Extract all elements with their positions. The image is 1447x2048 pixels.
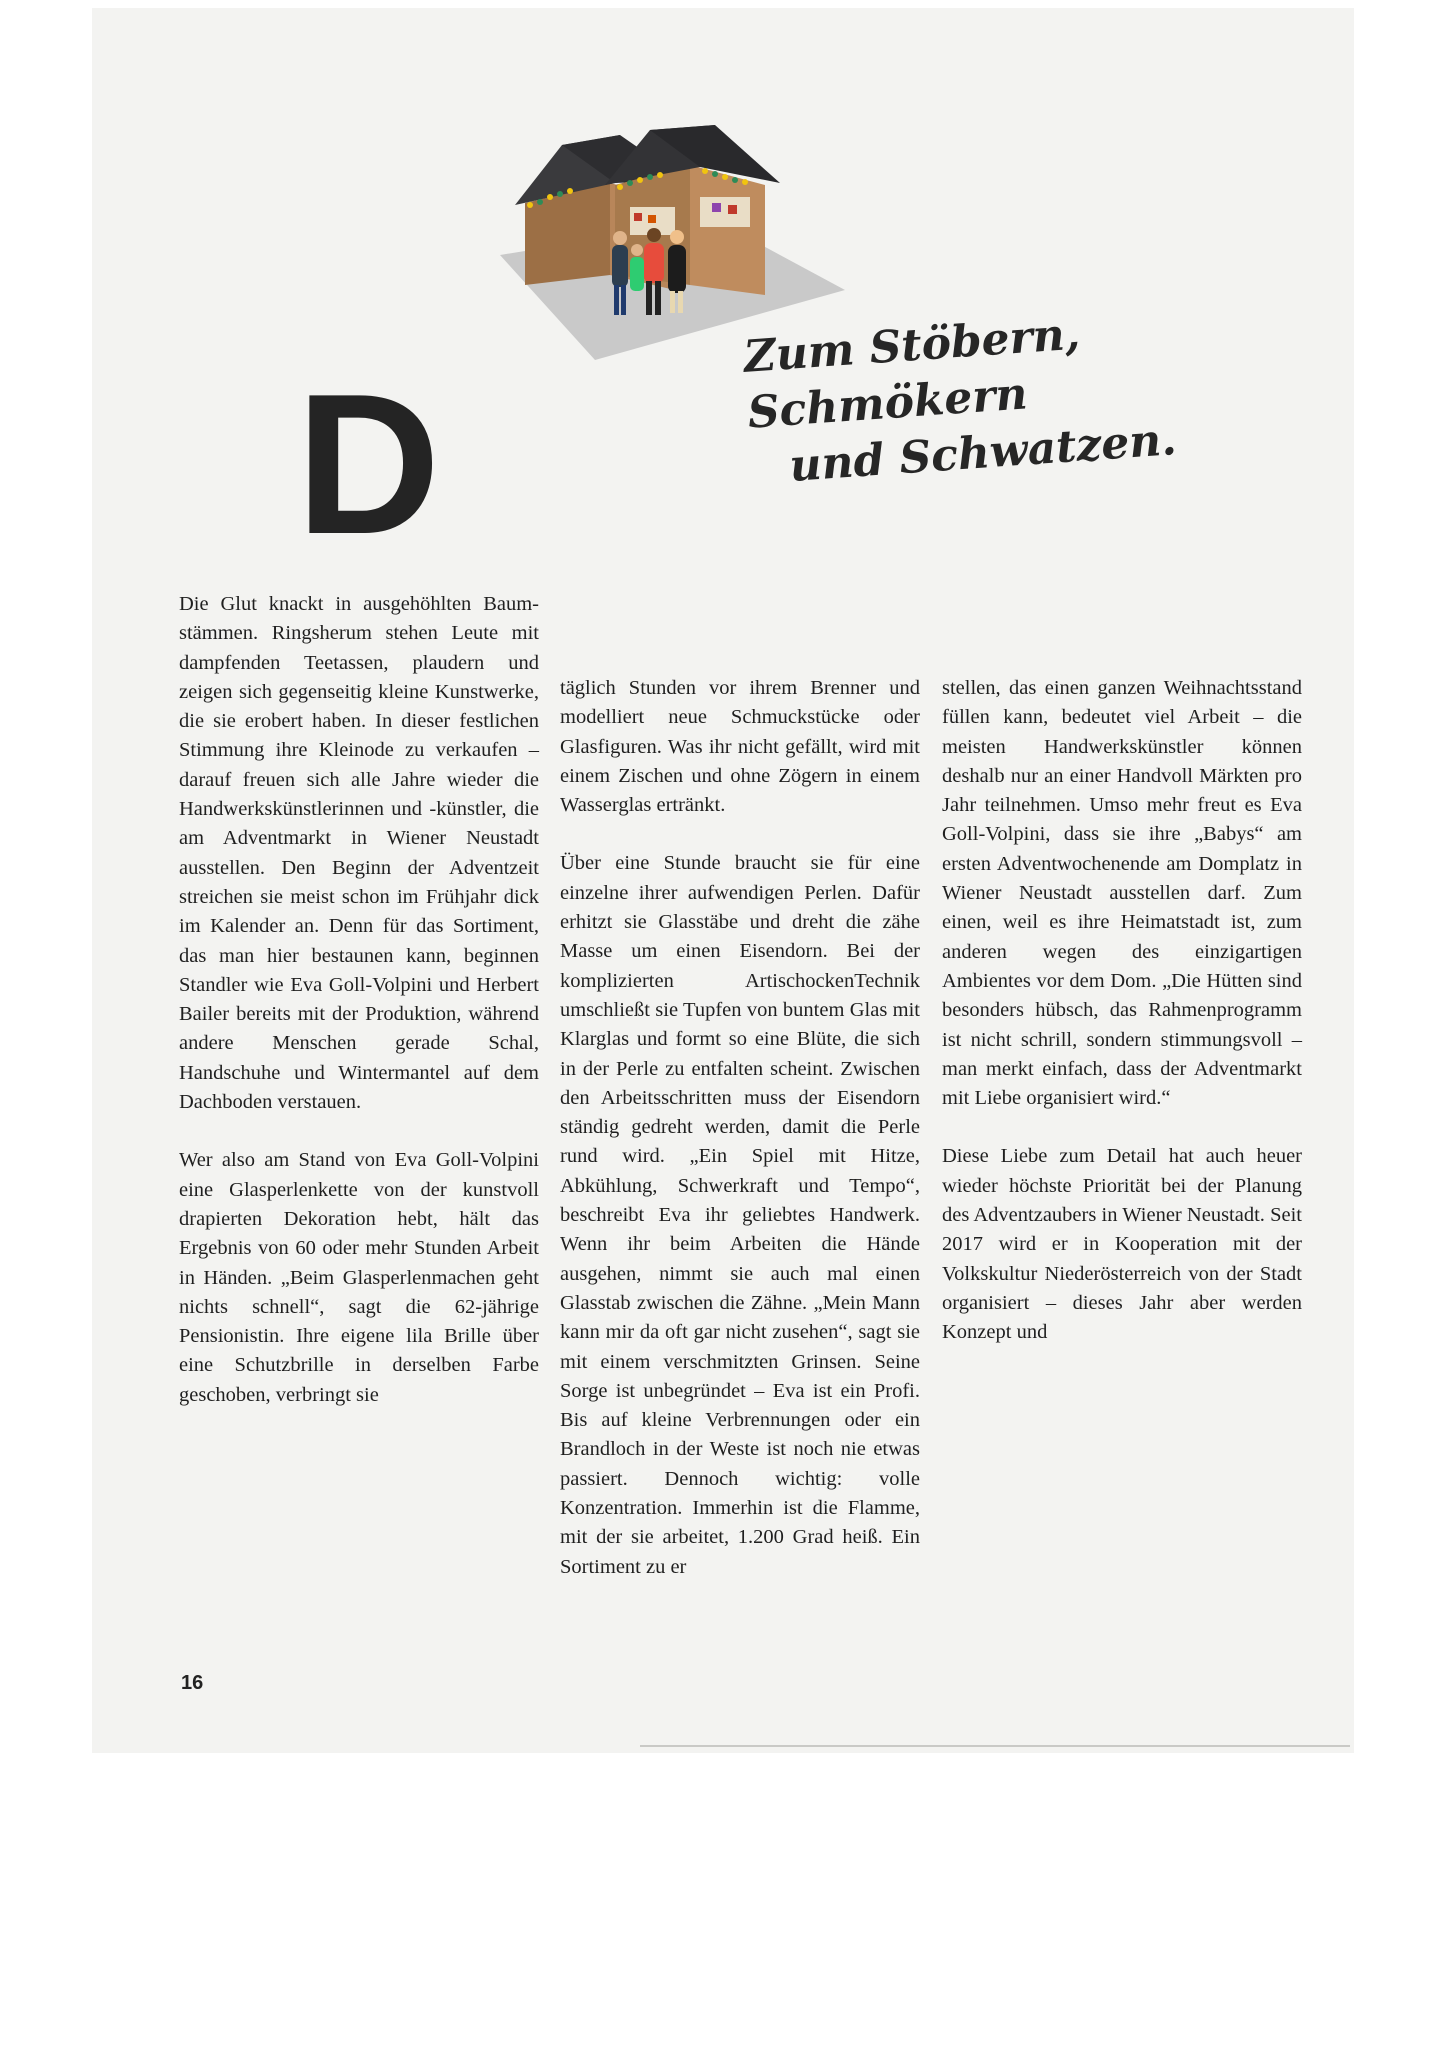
headline-line-1: Zum Stöbern, Schmökern — [742, 308, 1082, 439]
drop-cap: D — [296, 353, 441, 576]
text-column-3 — [942, 674, 1302, 1348]
paragraph: Wer also am Stand von Eva Goll-Volpini eine Glasperlenkette von der kunstvoll drapierten Dekoration hebt, hält das Ergebnis von 60 oder mehr Stunden Arbeit in Händen. „Beim Glasperlenmachen geht nichts schnell“, sagt die 62-jährige Pensionistin. Ihre eigene lila Brille über eine Schutzbrille in derselben Farbe geschoben, verbringt sie — [179, 1149, 539, 1406]
paragraph: Über eine Stunde braucht sie für eine einzelne ihrer aufwendigen Perlen. Dafür erhitzt sie Glasstäbe und dreht die zähe Masse um einen Eisendorn. Bei der komplizierten ArtischockenTechnik umschließt sie Tupfen von buntem Glas mit Klarglas und formt so eine Blüte, die sich in der Perle zu entfalten scheint. Zwischen den Arbeitsschritten muss der Eisendorn ständig gedreht werden, damit die Perle rund wird. „Ein Spiel mit Hitze, Abkühlung, Schwerkraft und Tempo“, beschreibt Eva ihr geliebtes Handwerk. Wenn ihr beim Arbeiten die Hände ausgehen, nimmt sie auch mal einen Glasstab zwischen die Zähne. „Mein Mann kann mir da oft gar nicht zusehen“, sagt sie mit einem verschmitzten Grinsen. Seine Sorge ist unbegründet – Eva ist ein Profi. Bis auf kleine Verbrennungen oder ein Brandloch in der Weste ist noch nie etwas passiert. Dennoch wichtig: volle Konzentration. Immerhin ist die Flamme, mit der sie arbeitet, 1.200 Grad heiß. Ein Sortiment zu er — [560, 852, 920, 1578]
christmas-market-hut-illustration — [500, 125, 845, 360]
headline-line-2: und Schwatzen. — [787, 414, 1179, 492]
paragraph: Die Glut knackt in ausgehöhlten Baumstämmen. Ringsherum stehen Leute mit dampfenden Teetassen, plaudern und zeigen sich gegenseitig kleine Kunstwerke, die sie erobert haben. In dieser festlichen Stimmung ihre Kleinode zu verkaufen – darauf freuen sich alle Jahre wieder die Handwerkskünstlerinnen und -künstler, die am Adventmarkt in Wiener Neustadt ausstellen. Den Beginn der Adventzeit streichen sie meist schon im Frühjahr dick im Kalender an. Denn für das Sortiment, das man hier bestaunen kann, beginnen Standler wie Eva Goll-Volpini und Herbert Bailer bereits mit der Produktion, während andere Menschen gerade Schal, Handschuhe und Wintermantel auf dem Dachboden verstauen. — [179, 593, 539, 1114]
page-bottom-edge — [640, 1745, 1350, 1747]
page-number: 16 — [181, 1672, 204, 1694]
text-column-2 — [560, 674, 920, 1582]
text-column-1 — [179, 590, 539, 1410]
paragraph: Diese Liebe zum Detail hat auch heuer wieder höchste Priorität bei der Planung des Adventzaubers in Wiener Neustadt. Seit 2017 wird er in Kooperation mit der Volkskultur Niederösterreich von der Stadt organisiert – dieses Jahr aber werden Konzept und — [942, 1145, 1302, 1344]
paragraph: täglich Stunden vor ihrem Brenner und modelliert neue Schmuckstücke oder Glasfiguren. Was ihr nicht gefällt, wird mit einem Zischen und ohne Zögern in einem Wasserglas ertränkt. — [560, 677, 920, 817]
paragraph: stellen, das einen ganzen Weihnachtsstand füllen kann, bedeutet viel Arbeit – die meisten Handwerkskünstler können deshalb nur an einer Handvoll Märkten pro Jahr teilnehmen. Umso mehr freut es Eva Goll-Volpini, dass sie ihre „Babys“ am ersten Adventwochenende am Domplatz in Wiener Neustadt ausstellen darf. Zum einen, weil es ihre Heimatstadt ist, zum anderen wegen des einzigartigen Ambientes vor dem Dom. „Die Hütten sind besonders hübsch, das Rahmenprogramm ist nicht schrill, sondern stimmungsvoll – man merkt einfach, dass der Adventmarkt mit Liebe organisiert wird.“ — [942, 677, 1302, 1110]
